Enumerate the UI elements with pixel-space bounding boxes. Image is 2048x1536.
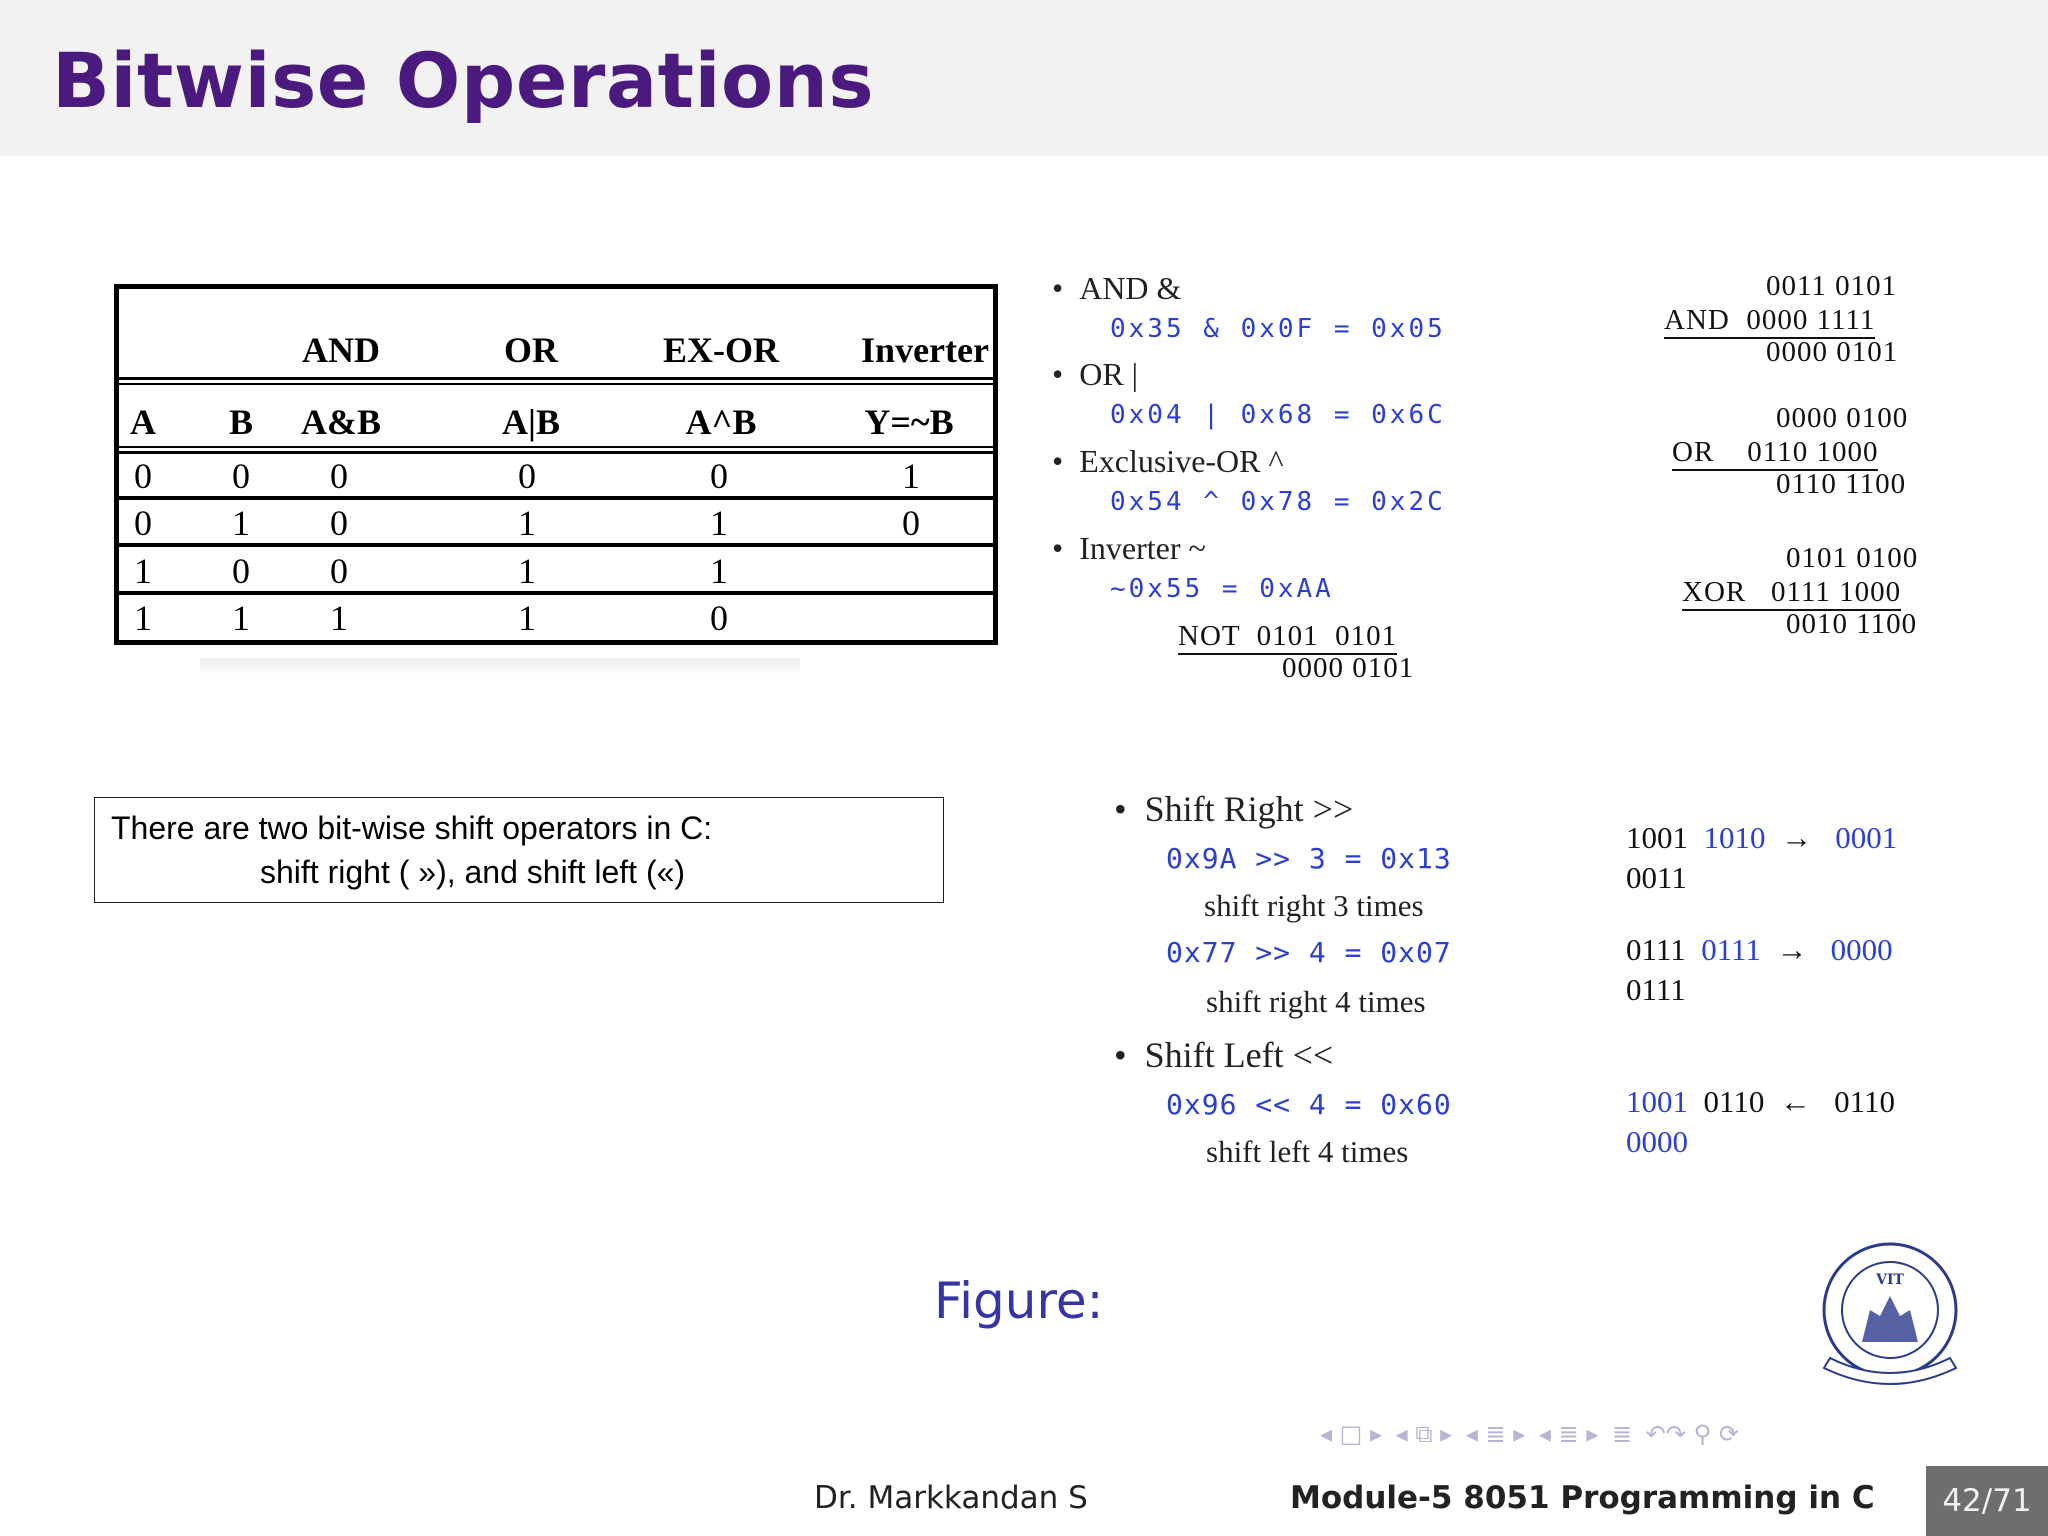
page-number: 42/71 bbox=[1926, 1466, 2048, 1536]
table-header-or: OR bbox=[504, 330, 558, 370]
table-cell: 0 bbox=[134, 456, 152, 496]
table-cell: 1 bbox=[518, 598, 536, 638]
table-cell: 1 bbox=[518, 503, 536, 543]
table-cell: 1 bbox=[902, 456, 920, 496]
binary-shift-right-1: 1001 1010 → 0001 bbox=[1626, 820, 1898, 855]
footer-author: Dr. Markkandan S bbox=[814, 1480, 1088, 1516]
binary-xor-result: 0010 1100 bbox=[1786, 608, 1918, 640]
table-cell: 1 bbox=[518, 551, 536, 591]
code-shift-right-1: 0x9A >> 3 = 0x13 bbox=[1166, 842, 1452, 875]
table-col-a: A bbox=[130, 402, 156, 442]
footer-module: Module-5 8051 Programming in C bbox=[1290, 1480, 1875, 1516]
table-col-not: Y=~B bbox=[864, 402, 954, 442]
note-shift-left-1: shift left 4 times bbox=[1206, 1134, 1409, 1169]
binary-shift-right-1-cont: 0011 bbox=[1626, 860, 1687, 895]
nav-subsection[interactable]: ◂ ⧉ ▸ bbox=[1395, 1420, 1453, 1448]
slide-title: Bitwise Operations bbox=[52, 36, 875, 125]
binary-and-a: 0011 0101 bbox=[1766, 270, 1898, 302]
binary-xor-a: 0101 0100 bbox=[1786, 542, 1919, 574]
table-cell: 0 bbox=[232, 551, 250, 591]
beamer-navigation[interactable] bbox=[1320, 1420, 1745, 1456]
title-bar bbox=[0, 0, 2048, 156]
nav-document[interactable]: ◂ ≣ ▸ bbox=[1538, 1420, 1599, 1448]
vit-logo bbox=[1810, 1240, 1970, 1400]
nav-toc[interactable]: ≣ bbox=[1612, 1420, 1633, 1448]
table-cell: 1 bbox=[232, 503, 250, 543]
bullet-and: • AND & bbox=[1052, 270, 1182, 306]
table-cell: 1 bbox=[134, 598, 152, 638]
table-cell: 1 bbox=[710, 503, 728, 543]
truth-table bbox=[114, 284, 998, 645]
binary-xor-b: XOR 0111 1000 bbox=[1682, 576, 1901, 611]
table-col-and: A&B bbox=[301, 402, 381, 442]
note-shift-right-1: shift right 3 times bbox=[1204, 888, 1424, 923]
bullet-shift-right: • Shift Right >> bbox=[1114, 789, 1354, 829]
table-cell: 0 bbox=[232, 456, 250, 496]
bullet-shift-left: • Shift Left << bbox=[1114, 1035, 1334, 1075]
binary-and-b: AND 0000 1111 bbox=[1664, 304, 1875, 339]
code-not: ~0x55 = 0xAA bbox=[1110, 574, 1334, 604]
table-col-or: A|B bbox=[502, 402, 560, 442]
bullet-not: • Inverter ~ bbox=[1052, 530, 1206, 566]
binary-shift-left-1: 1001 0110 ← 0110 bbox=[1626, 1084, 1895, 1119]
binary-or-a: 0000 0100 bbox=[1776, 402, 1909, 434]
code-shift-left-1: 0x96 << 4 = 0x60 bbox=[1166, 1088, 1452, 1121]
table-cell: 0 bbox=[134, 503, 152, 543]
binary-or-result: 0110 1100 bbox=[1776, 468, 1907, 500]
table-cell: 0 bbox=[330, 503, 348, 543]
table-cell: 1 bbox=[232, 598, 250, 638]
table-col-b: B bbox=[228, 402, 254, 442]
table-cell: 0 bbox=[330, 551, 348, 591]
binary-or-b: OR 0110 1000 bbox=[1672, 436, 1878, 471]
bullet-or: • OR | bbox=[1052, 356, 1139, 392]
nav-search[interactable]: ↶↷ ⚲ ⟳ bbox=[1645, 1420, 1739, 1448]
table-header-and: AND bbox=[302, 330, 380, 370]
binary-shift-right-2: 0111 0111 → 0000 bbox=[1626, 932, 1893, 967]
table-cell: 0 bbox=[710, 456, 728, 496]
binary-shift-right-2-cont: 0111 bbox=[1626, 972, 1686, 1007]
code-and: 0x35 & 0x0F = 0x05 bbox=[1110, 314, 1446, 344]
code-shift-right-2: 0x77 >> 4 = 0x07 bbox=[1166, 936, 1452, 969]
binary-and-result: 0000 0101 bbox=[1766, 336, 1899, 368]
note-shift-right-2: shift right 4 times bbox=[1206, 984, 1426, 1019]
table-header-inverter: Inverter bbox=[861, 330, 989, 370]
shift-box-line1: There are two bit-wise shift operators in C: bbox=[111, 810, 713, 846]
code-or: 0x04 | 0x68 = 0x6C bbox=[1110, 400, 1446, 430]
table-cell: 0 bbox=[710, 598, 728, 638]
nav-frame[interactable]: ◂ □ ▸ bbox=[1320, 1420, 1383, 1448]
svg-text:VIT: VIT bbox=[1876, 1272, 1904, 1288]
table-cell: 1 bbox=[710, 551, 728, 591]
table-col-xor: A^B bbox=[685, 402, 757, 442]
shift-box-line2: shift right ( »), and shift left («) bbox=[260, 854, 686, 890]
figure-caption: Figure: bbox=[934, 1272, 1104, 1330]
scan-artifact bbox=[200, 658, 800, 676]
table-cell: 1 bbox=[330, 598, 348, 638]
code-xor: 0x54 ^ 0x78 = 0x2C bbox=[1110, 487, 1446, 517]
binary-shift-left-1-cont: 0000 bbox=[1626, 1124, 1688, 1159]
bullet-xor: • Exclusive-OR ^ bbox=[1052, 443, 1284, 479]
nav-section[interactable]: ◂ ≣ ▸ bbox=[1465, 1420, 1526, 1448]
binary-not-operand: NOT 0101 0101 bbox=[1178, 620, 1397, 655]
binary-not-result: 0000 0101 bbox=[1282, 652, 1415, 684]
table-cell: 0 bbox=[518, 456, 536, 496]
table-cell: 0 bbox=[330, 456, 348, 496]
table-cell: 0 bbox=[902, 503, 920, 543]
shift-operators-box bbox=[94, 797, 944, 903]
table-header-exor: EX-OR bbox=[663, 330, 779, 370]
table-cell: 1 bbox=[134, 551, 152, 591]
